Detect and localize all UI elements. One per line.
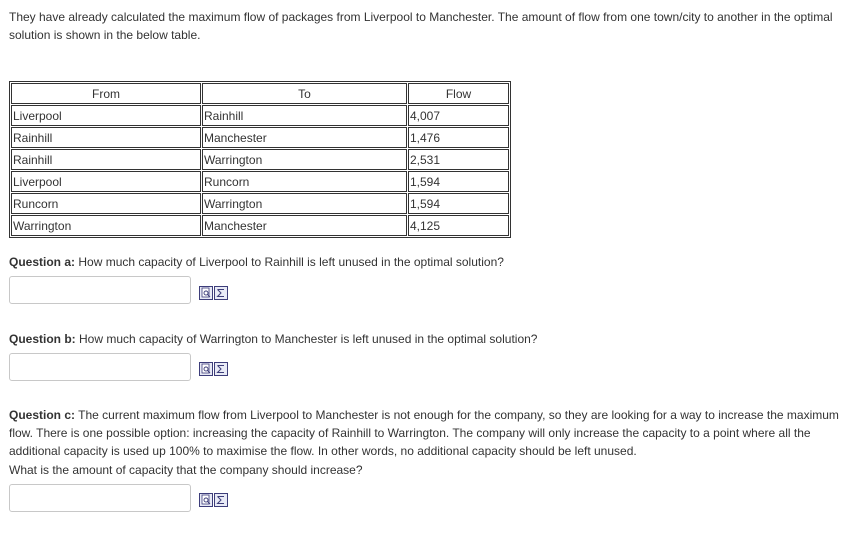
cell-flow: 1,594 <box>408 193 509 214</box>
cell-to: Manchester <box>202 215 407 236</box>
table-header-row <box>11 83 509 104</box>
question-c-text: The current maximum flow from Liverpool to Manchester is not enough for the company, so they are looking for a way to increase the maximum flow. There is one possible option: increasing the capacity of Rainhill to Warrington. The company will only increase the capacity to a point where all the additional capacity is used up 100% to maximise the flow. In other words, no additional capacity should be left unused. <box>9 408 839 458</box>
preview-icon[interactable] <box>199 493 213 507</box>
cell-to: Warrington <box>202 149 407 170</box>
answer-c-tools <box>199 493 228 507</box>
preview-icon[interactable] <box>199 362 213 376</box>
answer-b-input[interactable] <box>9 353 191 381</box>
table-row <box>11 171 509 192</box>
cell-flow: 1,594 <box>408 171 509 192</box>
intro-text: They have already calculated the maximum flow of packages from Liverpool to Manchester. The amount of flow from one town/city to another in the optimal solution is shown in the below table. <box>9 10 833 42</box>
cell-to: Rainhill <box>202 105 407 126</box>
header-from: From <box>11 83 201 104</box>
table-row <box>11 215 509 236</box>
cell-from: Liverpool <box>11 171 201 192</box>
equation-icon[interactable] <box>214 493 228 507</box>
table-row <box>11 127 509 148</box>
cell-flow: 4,007 <box>408 105 509 126</box>
cell-from: Liverpool <box>11 105 201 126</box>
cell-from: Rainhill <box>11 127 201 148</box>
cell-to: Manchester <box>202 127 407 148</box>
answer-b-tools <box>199 362 228 376</box>
cell-flow: 1,476 <box>408 127 509 148</box>
question-c-label: Question c: <box>9 408 76 422</box>
equation-icon[interactable] <box>214 286 228 300</box>
cell-flow: 2,531 <box>408 149 509 170</box>
cell-to: Warrington <box>202 193 407 214</box>
answer-c-input[interactable] <box>9 484 191 512</box>
cell-from: Runcorn <box>11 193 201 214</box>
table-row <box>11 193 509 214</box>
question-b-label: Question b: <box>9 332 76 346</box>
question-c-prompt: What is the amount of capacity that the company should increase? <box>9 463 363 477</box>
table-row <box>11 105 509 126</box>
cell-flow: 4,125 <box>408 215 509 236</box>
question-a <box>9 253 844 271</box>
answer-a-input[interactable] <box>9 276 191 304</box>
question-b-text: How much capacity of Warrington to Manchester is left unused in the optimal solution? <box>79 332 538 346</box>
flow-table <box>9 81 511 238</box>
header-flow: Flow <box>408 83 509 104</box>
cell-from: Rainhill <box>11 149 201 170</box>
cell-to: Runcorn <box>202 171 407 192</box>
answer-a-tools <box>199 286 228 300</box>
question-a-text: How much capacity of Liverpool to Rainhill is left unused in the optimal solution? <box>78 255 504 269</box>
equation-icon[interactable] <box>214 362 228 376</box>
question-b <box>9 330 844 348</box>
question-a-label: Question a: <box>9 255 76 269</box>
table-row <box>11 149 509 170</box>
preview-icon[interactable] <box>199 286 213 300</box>
header-to: To <box>202 83 407 104</box>
question-c <box>9 406 844 460</box>
cell-from: Warrington <box>11 215 201 236</box>
